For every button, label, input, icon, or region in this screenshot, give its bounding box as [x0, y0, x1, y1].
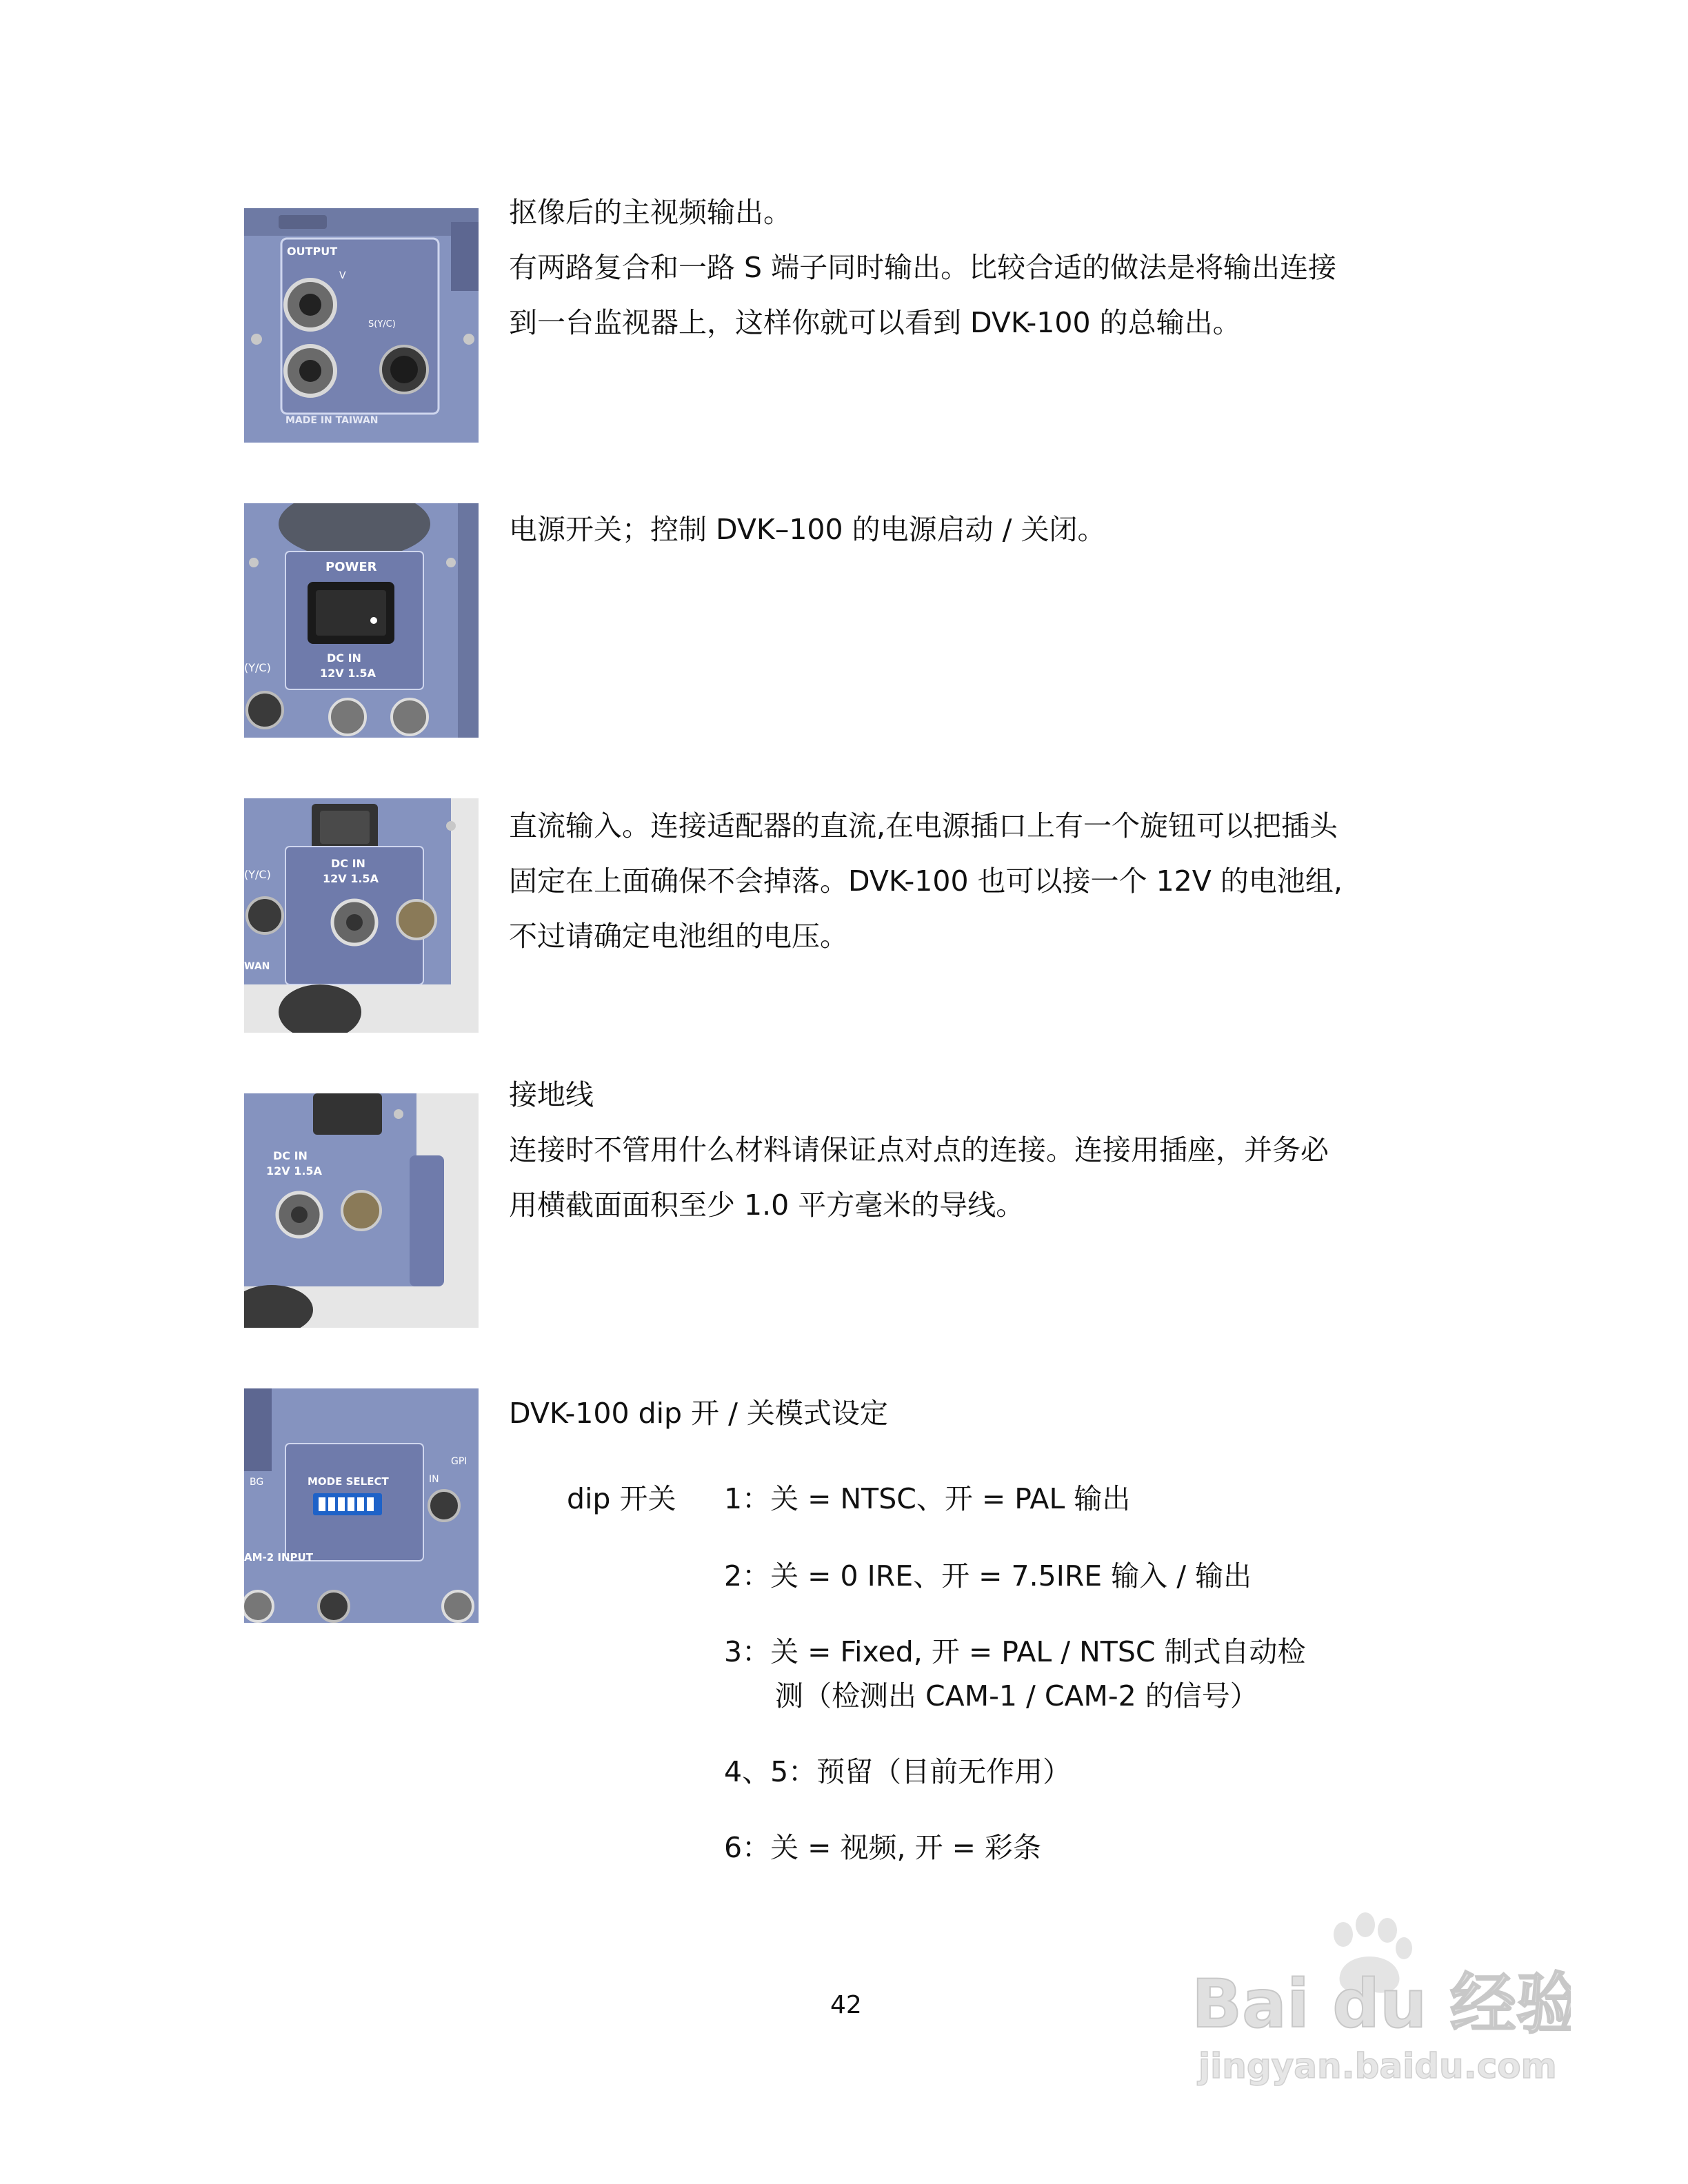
- photo-label: AM-2 INPUT: [244, 1551, 313, 1564]
- photo-label: IN: [429, 1474, 439, 1485]
- dip-item-3-continued: 测（检测出 CAM-1 / CAM-2 的信号）: [775, 1679, 1258, 1712]
- page-number: 42: [830, 1991, 862, 2019]
- text-line: 用横截面面积至少 1.0 平方毫米的导线。: [509, 1189, 1025, 1222]
- dip-item-6: 6：关 = 视频, 开 = 彩条: [724, 1831, 1041, 1864]
- baidu-jingyan-watermark: [1185, 1910, 1571, 2089]
- watermark-brand: Bai du 经验: [1192, 1965, 1571, 2043]
- text-line: 有两路复合和一路 S 端子同时输出。比较合适的做法是将输出连接: [509, 251, 1337, 284]
- photo-label: 12V 1.5A: [266, 1164, 322, 1177]
- photo-label: 12V 1.5A: [320, 667, 376, 680]
- text-line: DVK-100 dip 开 / 关模式设定: [509, 1397, 888, 1430]
- text-line: 抠像后的主视频输出。: [509, 196, 792, 229]
- dip-switch-photo: [244, 1388, 479, 1623]
- photo-label: OUTPUT: [287, 245, 338, 258]
- photo-label: (Y/C): [244, 868, 271, 881]
- text-line: 连接时不管用什么材料请保证点对点的连接。连接用插座，并务必: [509, 1133, 1329, 1166]
- power-switch-description: [509, 502, 1474, 557]
- photo-label: (Y/C): [244, 661, 271, 674]
- ground-wire-description: [509, 1067, 1474, 1233]
- photo-label: S(Y/C): [368, 319, 396, 330]
- photo-label: WAN: [244, 961, 270, 972]
- photo-label: GPI: [451, 1456, 468, 1467]
- ground-wire-photo: [244, 1093, 479, 1328]
- power-switch-photo: [244, 503, 479, 738]
- watermark-url: jingyan.baidu.com: [1198, 2046, 1557, 2086]
- dip-label: dip 开关: [567, 1482, 676, 1515]
- dip-switch-description: [509, 1386, 1474, 1441]
- dip-item-3: 3：关 = Fixed, 开 = PAL / NTSC 制式自动检: [724, 1635, 1306, 1668]
- photo-label: V: [339, 270, 346, 281]
- dip-item-2: 2：关 = 0 IRE、开 = 7.5IRE 输入 / 输出: [724, 1559, 1252, 1593]
- photo-label: MADE IN TAIWAN: [285, 415, 379, 426]
- dc-input-photo: [244, 798, 479, 1033]
- dip-item-1: 1：关 = NTSC、开 = PAL 输出: [724, 1482, 1131, 1515]
- dip-item-4-5: 4、5：预留（目前无作用）: [724, 1755, 1072, 1788]
- dc-input-description: [509, 798, 1474, 964]
- text-line: 固定在上面确保不会掉落。DVK-100 也可以接一个 12V 的电池组,: [509, 865, 1343, 898]
- photo-label: DC IN: [273, 1149, 308, 1162]
- photo-label: DC IN: [327, 651, 361, 665]
- text-line: 不过请确定电池组的电压。: [509, 920, 848, 953]
- photo-label: POWER: [325, 560, 377, 574]
- photo-label: BG: [250, 1477, 264, 1488]
- photo-label: MODE SELECT: [308, 1475, 389, 1488]
- photo-label: 12V 1.5A: [323, 872, 379, 885]
- text-line: 接地线: [509, 1078, 594, 1111]
- photo-label: DC IN: [331, 857, 365, 870]
- output-description: [509, 185, 1474, 350]
- output-photo: [244, 208, 479, 443]
- text-line: 到一台监视器上，这样你就可以看到 DVK-100 的总输出。: [509, 306, 1241, 339]
- text-line: 直流输入。连接适配器的直流,在电源插口上有一个旋钮可以把插头: [509, 809, 1338, 842]
- text-line: 电源开关；控制 DVK–100 的电源启动 / 关闭。: [509, 513, 1106, 546]
